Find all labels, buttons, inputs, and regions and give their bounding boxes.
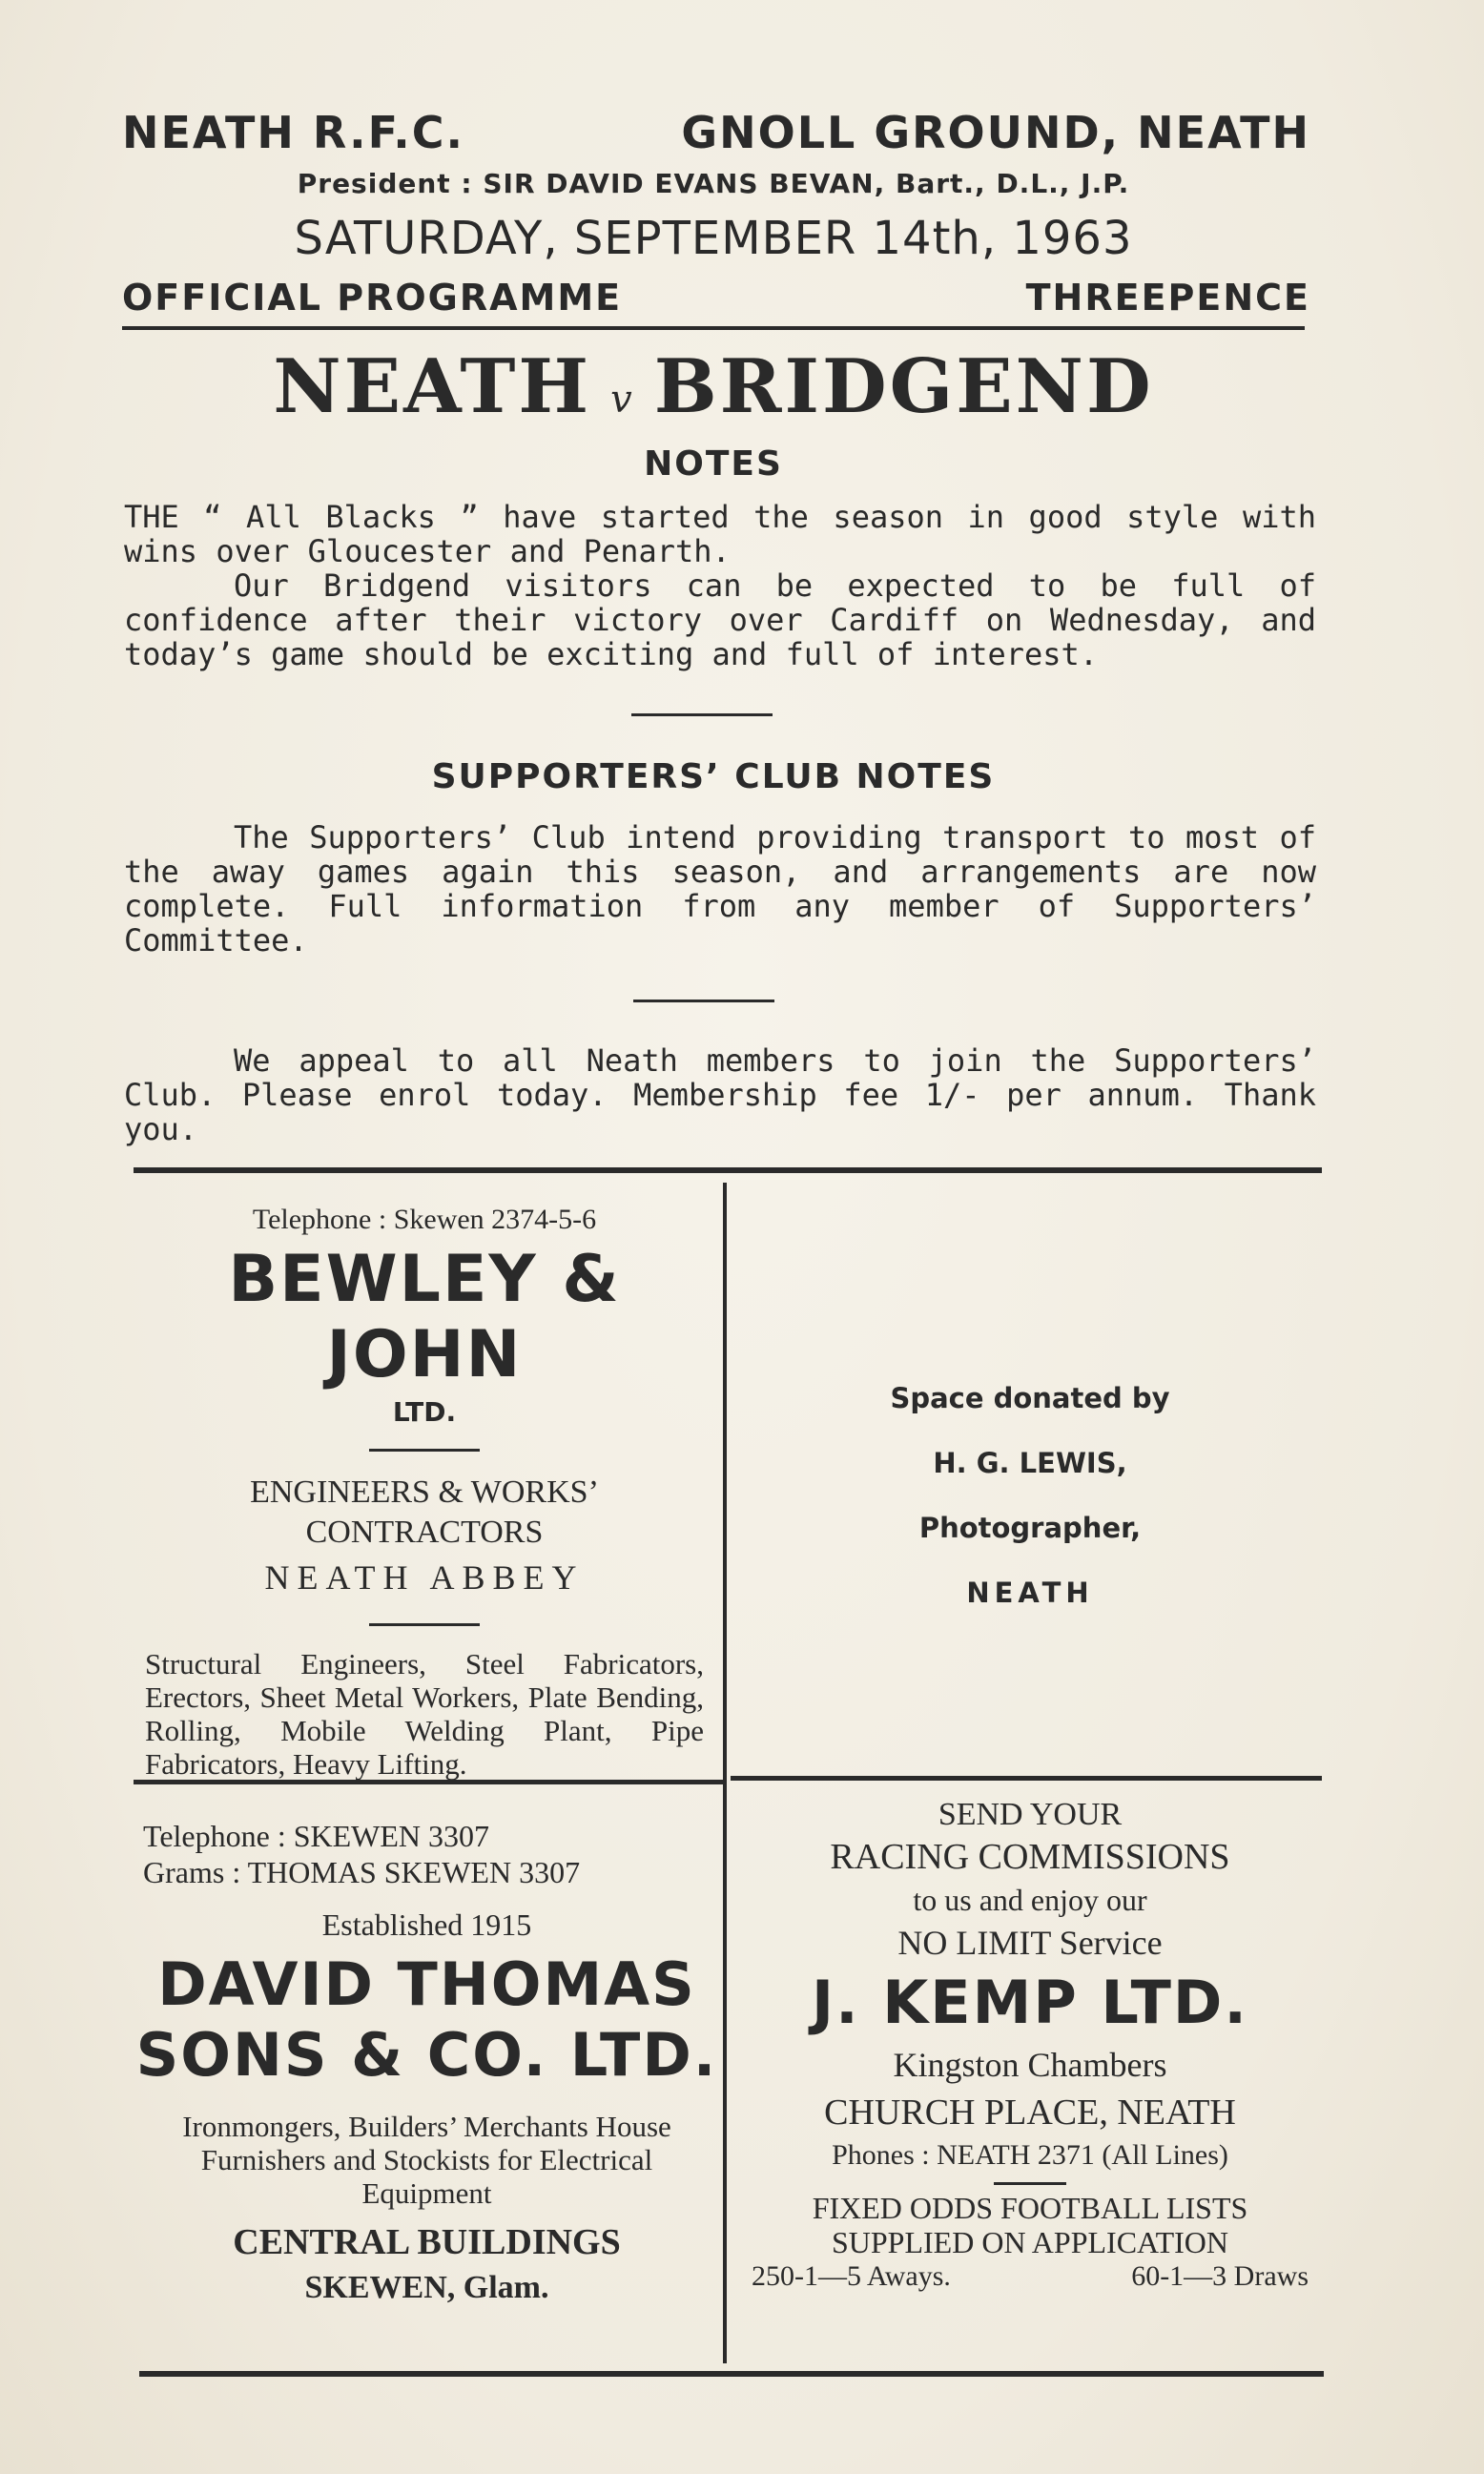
ads-top-rule [134,1167,1322,1173]
notes-text [124,500,1316,671]
ground-name: GNOLL GROUND, NEATH [681,107,1310,158]
notes-title: NOTES [644,444,783,484]
kemp-address-2: CHURCH PLACE, NEATH [824,2093,1236,2133]
notes-para-2: Our Bridgend visitors can be expected to be full of confidence after their victory over Cardiff on Wednesday, and today’s game should be exciting and full of interest. [124,567,1316,672]
divider [994,2182,1066,2185]
thomas-address-1: CENTRAL BUILDINGS [233,2222,621,2262]
president-line: President : SIR DAVID EVANS BEVAN, Bart., D.L., J.P. [297,168,1130,199]
supporters-text [124,820,1316,958]
lewis-line-2: H. G. LEWIS, [933,1447,1127,1479]
away-team: BRIDGEND [653,343,1154,430]
thomas-grams: Grams : THOMAS SKEWEN 3307 [143,1855,581,1889]
kemp-odds-1: FIXED ODDS FOOTBALL LISTS [812,2191,1248,2225]
ads-vertical-rule [723,1183,727,2363]
header-row [122,107,1310,158]
kemp-name: J. KEMP LTD. [812,1968,1248,2037]
kemp-address-1: Kingston Chambers [893,2046,1167,2084]
lewis-ad [734,1366,1326,1625]
divider [631,713,773,716]
supporters-para-1: The Supporters’ Club intend providing transport to most of the away games again this season, and arrangements are now complete. Full information from any member of Supporters’ Committee. [124,819,1316,959]
kemp-odds-aways: 250-1—5 Aways. [752,2260,951,2292]
divider [633,1000,774,1002]
kemp-phones: Phones : NEATH 2371 (All Lines) [832,2139,1228,2171]
thomas-address-2: SKEWEN, Glam. [304,2270,549,2305]
home-team: NEATH [273,343,592,430]
kemp-odds-draws: 60-1—3 Draws [1131,2260,1309,2292]
thomas-name-1: DAVID THOMAS [157,1949,696,2019]
bewley-description: Structural Engineers, Steel Fabricators, Erectors, Sheet Metal Workers, Plate Bending, Rolling, Mobile Welding Plant, Pipe Fabricators, Heavy Lifting. [145,1647,704,1781]
thomas-description: Ironmongers, Builders’ Merchants House Furnishers and Stockists for Electrical Equipment [182,2110,671,2210]
versus: v [610,378,635,422]
bewley-place: NEATH ABBEY [264,1558,585,1597]
programme-label: OFFICIAL PROGRAMME [122,277,623,319]
kemp-line-4: NO LIMIT Service [897,1924,1163,1962]
match-title [0,343,1427,430]
bewley-line-2: CONTRACTORS [305,1515,544,1550]
lewis-line-4: NEATH [966,1577,1094,1609]
kemp-odds-2: SUPPLIED ON APPLICATION [831,2225,1229,2259]
supporters-para-2: We appeal to all Neath members to join the Supporters’ Club. Please enrol today. Membership fee 1/- per annum. Thank you. [124,1042,1316,1147]
club-name: NEATH R.F.C. [122,107,464,158]
thomas-established: Established 1915 [321,1907,532,1942]
kemp-line-3: to us and enjoy our [913,1883,1147,1917]
divider [369,1449,480,1452]
thomas-telephone: Telephone : SKEWEN 3307 [143,1819,490,1853]
bewley-telephone: Telephone : Skewen 2374-5-6 [252,1204,597,1235]
match-date: SATURDAY, SEPTEMBER 14th, 1963 [294,212,1133,265]
thomas-name-2: SONS & CO. LTD. [135,2020,718,2090]
supporters-title: SUPPORTERS’ CLUB NOTES [431,757,996,796]
ads-bottom-rule [139,2371,1324,2377]
ads-mid-rule-right [731,1776,1322,1781]
header-rule [122,326,1305,330]
bewley-ltd: LTD. [392,1396,457,1428]
lewis-line-3: Photographer, [918,1512,1142,1544]
appeal-text [124,1043,1316,1146]
bewley-john-ad [134,1204,715,1781]
bewley-name: BEWLEY & JOHN [228,1242,621,1392]
divider [369,1623,480,1626]
kemp-odds-3 [734,2259,1326,2294]
price-label: THREEPENCE [1025,277,1310,319]
bewley-line-1: ENGINEERS & WORKS’ [250,1474,599,1510]
programme-row [122,277,1310,319]
david-thomas-ad [134,1818,720,2311]
kemp-line-2: RACING COMMISSIONS [830,1837,1230,1877]
kemp-ad [734,1795,1326,2294]
lewis-line-1: Space donated by [890,1382,1170,1414]
notes-para-1: THE “ All Blacks ” have started the season in good style with wins over Gloucester and Penarth. [124,499,1316,569]
kemp-line-1: SEND YOUR [938,1797,1123,1832]
